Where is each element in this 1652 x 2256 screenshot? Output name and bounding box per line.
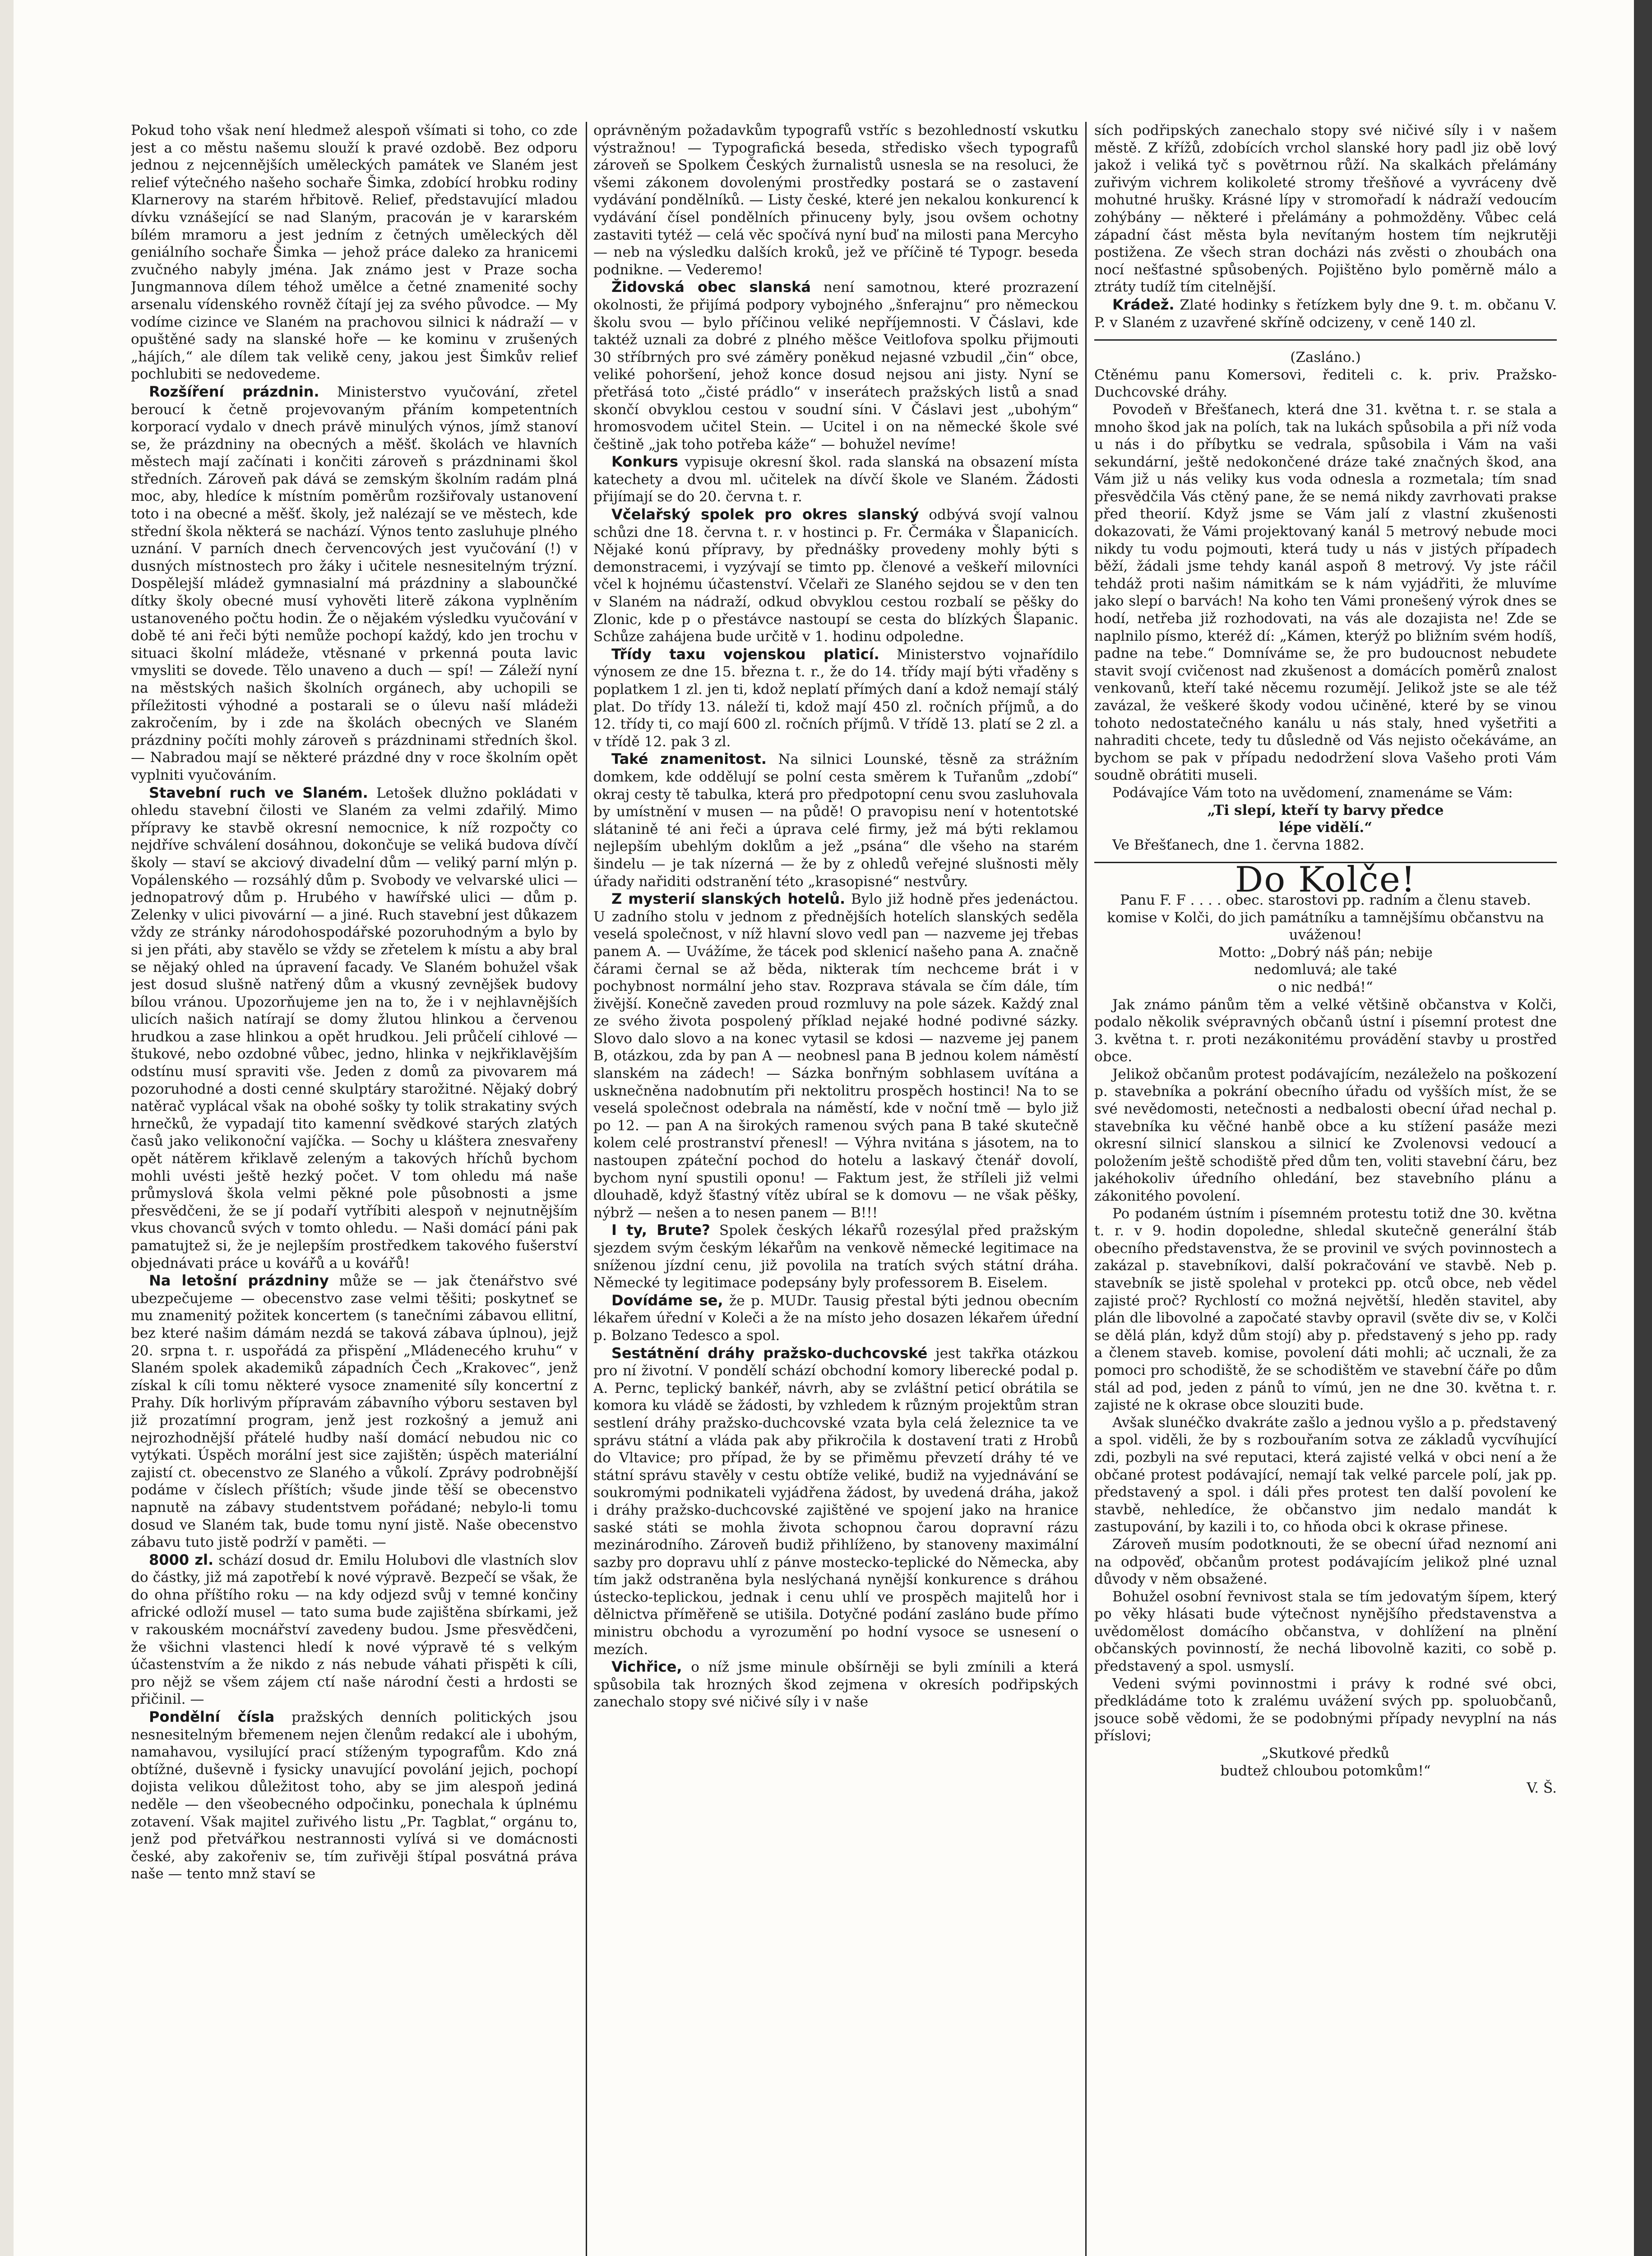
motto-line-1: Motto: „Dobrý náš pán; nebije	[1218, 944, 1433, 961]
headline-storm: Vichřice,	[611, 1658, 682, 1676]
column-3	[1094, 122, 1557, 2256]
letter-closing: Podávajíce Vám toto na uvědomení, znamenáme se Vám:	[1112, 784, 1513, 801]
column-1	[131, 122, 578, 2256]
article-we-learn	[593, 1292, 1078, 1345]
article-holidays	[131, 383, 578, 784]
article-8000	[131, 1551, 578, 1708]
column-divider-2	[1085, 122, 1087, 2256]
article-monument: Pokud toho však není hledmež alespoň všímati si toho, co zde jest a co městu našemu slouží k pravé ozdobě. Bez odporu jednou z nejcennějších uměleckých památek ve Slaném jest relief výtečného našeho sochaře Šimka, zdobící hrobku rodiny Klarnerovy na starém hřbitově. Relief, představující mladou dívku vznášející se nad Slaným, pracován je v kararském bílém mramoru a jest jedním z četných uměleckých děl geniálního sochaře Šimka — jehož práce daleko za hranicemi zvučného nabyly jména. Jak známo jest v Praze socha Jungmannova dílem téhož umělce a četné znamenité sochy arsenalu vídenského rovněž čítají jej za svého původce. — My vodíme cizince ve Slaném na prachovou silnici k nádraží — v opuštěné sady na slanské hoře — ke kominu v zrušených „hájích,“ ale dílem tak velikě ceny, jakou jest Šimkův relief pochlubiti se nedovedeme.	[131, 122, 578, 383]
article-hotels	[593, 890, 1078, 1221]
headline-monday-issues: Pondělní čísla	[149, 1708, 275, 1726]
headline-konkurs: Konkurs	[611, 453, 678, 471]
scan-margin-right	[1634, 0, 1652, 2256]
article-storm-continued: sích podřipských zanechalo stopy své ničivé síly i v našem městě. Z křížů, zdobících vrchol slanské hory padl jiz obě lový jakož i veliká tyč s povětrnou růží. Na skalkách přelámány zuřivým vichrem kolikoleté stromy třešňové a vyvráceny dvě mohutné hrušky. Krásné lípy v stromořadí k nádraží vedoucím zohýbány — některé i přelámány a pohmožděny. Vůbec celá západní část města byla nevítaným hostem tím nejkrutěji postižena. Ze všech stran docházi nás zvěsti o zhoubách ona nocí nešťastné spůsobených. Pojištěno bylo poměrně málo a ztráty tudíž tím citelnější.	[1094, 122, 1557, 296]
kolce-paragraph-3: Po podaném ústním i písemném protestu totiž dne 30. května t. r. v 9. hodin dopoledne, shledal skutečně generální štáb obecního představenstva, že se provinil ve svých povinnostech a zakázal p. stavebníkovi, další pokračování ve stavbě. Neb p. stavebník se jistě spolehal v protekci pp. otců obce, neb vědel zajisté proč? Rychlostí co možná největší, hleděn stavitel, aby plán dle libovolné a započaté stavby opravil (světe div se, v Kolči se dělá plán, když dům stojí) aby p. představený s jeho pp. rady a členem staveb. komise, povolení dáti mohli; ač ucznali, že za pomoci pro schodiště, že se schodištěm ve stavební čáře po dům stál ad pod, jeden z pánů to vímú, jen ne dne 30. května t. r. zajisté ne k okrase obce slouziti bude.	[1094, 1205, 1557, 1414]
article-brute-text: Spolek českých lékařů rozesýlal před pražským sjezdem svým českým lékařům na venkově německé legitimace na sníženou jízdní cenu, již povolila na tratích svých státní dráha. Německé ty legitimace podepsány byly professorem B. Eiselem.	[593, 1222, 1078, 1291]
kolce-paragraph-6: Bohužel osobní řevnivost stala se tím jedovatým šípem, který po věky hlásati bude výtečnost nynějšího představenstva a uvědomělost domácího občanstva, v dohlížení na plnění občanských povinností, že nechá libovolně kaziti, co sobě p. představený a spol. usmyslí.	[1094, 1588, 1557, 1675]
article-summer-holidays-text: může se — jak čtenářstvo své ubezpečujeme — obecenstvo zase velmi těšiti; poskytneť se mu znamenitý požitek koncertem (s tanečními zábavou ellitní, bez které našim dámám nezdá se taková zábava úplnou), jejž 20. srpna t. r. uspořádá za přispění „Mládenecého kruhu“ v Slaném spolek akademiků západních Čech „Krakovec“, jenž získal k cíli tomu některé vysoce znamenité síly koncertní z Prahy. Dík horlivým přípravám zábavního výboru sestaven byl již prozatímní program, jenž jest rozkošný a jemuž ani nejrozhodnější přátelé hudby naší domácí nebudou nic co vytýkati. Úspěch morální jest sice zajištěn; úspěch materiální zajistí ct. obecenstvo ze Slaného a vůkolí. Zprávy podrobnější podáme v číslech příštích; všude jinde těší se obecenstvo napnutě na zábavy studentstvem pořádané; nebylo-li tomu dosud ve Slaném tak, bude tomu nyní jistě. Naše obecenstvo zábavu tuto jistě podrží v paměti. —	[131, 1273, 578, 1551]
article-summer-holidays	[131, 1272, 578, 1551]
newspaper-page	[131, 122, 1557, 2256]
kolce-quote-line-2: budtež chloubou potomkům!“	[1220, 1762, 1431, 1779]
signature: V. Š.	[1527, 1780, 1557, 1797]
headline-summer-holidays: Na letošní prázdniny	[149, 1272, 329, 1290]
article-konkurs-text: vypisuje okresní škol. rada slanská na obsazení místa katechety a dvou ml. učitelek na dívčí škole ve Slaném. Žádosti přijímají se do 20. června t. r.	[593, 454, 1078, 505]
section-divider	[1094, 339, 1557, 341]
letter-dateline: Ve Břešťanech, dne 1. června 1882.	[1112, 837, 1365, 853]
article-hotels-text: Bylo již hodně přes jedenáctou. U zadního stolu v jednom z přednějších hotelích slanských seděla veselá společnost, v níž hlavní slovo vedl pan — nazveme jej třebas panem A. — Uvážíme, že tácek pod sklenicí našeho pana A. značně čárami černal se až běda, nikterak tím nechceme brát i v pochybnost normální jeho stav. Rozprava stávala se čím dále, tím živější. Konečně zaveden proud rozmluvy na pole sázek. Každý znal ze svého života pospolený příklad nejaké hodné podivné sázky. Slovo dalo slovo a na konec vytasil se kdosi — nazveme jej panem B, otázkou, zda by pan A — neobnesl pana B jednou kolem náměstí slanském na zádech! — Sázka bonřným sobhlasem uvítána a usknečněna nadobnutím při nektolitru prospěch hostinci! Na to se veselá společnost odebrala na náměstí, kde v noční tmě — bylo již po 12. — pan A na širokých ramenou svých pana B také skutečně kolem celé prostranství přenesl! — Výhra nvitána s jásotem, na to nastoupen zpáteční pochod do hotelu a laskavý čtenář dovolí, bychom nyní spustili oponu! — Faktum jest, že stříleli již velmi dlouhadě, když šťastný vítěz ubíral se k domovu — ne však pěšky, nýbrž — nešen a to nesen panem — B!!!	[593, 891, 1078, 1221]
column-divider-1	[586, 122, 587, 2256]
article-theft-text: Zlaté hodinky s řetízkem byly dne 9. t. m. občanu V. P. v Slaném z uzavřené skříně odcizeny, v ceně 140 zl.	[1094, 296, 1557, 331]
zaslano-label: (Zasláno.)	[1290, 349, 1361, 366]
headline-brute: I ty, Brute?	[611, 1221, 710, 1239]
article-construction	[131, 784, 578, 1272]
article-curiosity-text: Na silnici Lounské, těsně za strážním domkem, kde oddělují se polní cesta směrem k Tuřanům „zdobí“ okraj cesty tě tabulka, která pro předpotopní cenu svou zasluhovala by umístnění v musen — na půdě! O pravopisu není v hotentotské slátanině té ani řeči a úprava celé firmy, jež má býti reklamou nejlepším ubehlým doklům a jež „psána“ dle všeho na starém šindelu — je tak nízerná — že by z ohledů veřejné slušnosti měly úřady nařiditi odstranění této „krasopisné“ nestvůry.	[593, 751, 1078, 890]
article-monday-issues	[131, 1708, 578, 1883]
article-military-tax	[593, 646, 1078, 751]
article-curiosity	[593, 750, 1078, 890]
letter-quote-line-2: lépe vidělí.“	[1278, 819, 1373, 836]
headline-beekeepers: Včelařský spolek pro okres slanský	[611, 506, 919, 523]
article-railway-text: jest takřka otázkou pro ní životní. V pondělí schází obchodní komory liberecké podal p. A. Pernc, teplický bankéř, návrh, aby se zvláštní peticí obrátila se komora ku vládě se žádosti, by vzhledem k různým projektům stran sestlení dráhy pražsko-duchcovské vzata byla celá železnice ta ve správu státní a vláda pak aby přikročila k dostavení trati z Hrobů do Vltavice; pro případ, že by se přiměmu převzetí dráhy té ve státní správu stavěly v cestu obtíže veliké, budiž na vyjednávání se soukromými podnikateli vyjádřena žádost, by uvedená dráha, jakož i dráhy pražsko-duchcovské zajištěné ve spojení jako na hranice saské státi se mohla života schopnou čarou dopravní rázu mezinárodního. Zároveň budiž přihlíženo, by stanoveny maximální sazby pro dopravu uhlí z pánve mostecko-teplické do Německa, aby tím jakž odstraněna byla neslýchaná nynější konkurence s dráhou ústecko-teplickou, jednak i cenu uhlí ve prospěch majitelů hor i dělnictva příměřeně se utišila. Dotyčné podání zasláno bude přímo ministru obchodu a vyrozumění po hodní vysoce se usnesení o mezích.	[593, 1345, 1078, 1658]
kolce-paragraph-4: Avšak slunéčko dvakráte zašlo a jednou vyšlo a p. představený a spol. viděli, že by s rozbouřaním sotva ze základů vycvíhující zdi, pozbyli na své reputaci, která zajisté velká v obci není a že občané protest podávající, nemají tak velké parcele polí, jak pp. představený a spol. i dáli přes protest ten další povolení ke stavbě, nehledíce, že občanstvo jim nedalo mandát k zastupování, by kazili i to, co hňoda obci k okrase přinese.	[1094, 1414, 1557, 1535]
article-jewish-community-text: není samotnou, které prozrazení okolnosti, že přijímá podpory vybojného „šnferajnu“ pro německou školu svou — bylo příčinou veliké nepříjemnosti. V Čáslavi, kde taktéž uznali za dobré z plného měšce Veitlofova spolku přijmouti 30 stříbrných pro své záměry poněkud nejasné vzbudil „čin“ obce, veliké pohoršení, jehož konce dosud nejsou ani jisty. Nyní se přetřásá toto „čisté prádlo“ v inserátech pražských listů a snad skončí obvyklou cestou v soudní síni. V Čáslavi jest „ubohým“ hromosvodem učitel Stein. — Ucitel i on na německé škole své češtině „jak toho potřeba káže“ — bohužel nevíme!	[593, 279, 1078, 453]
headline-hotels: Z mysterií slanských hotelů.	[611, 890, 846, 908]
article-beekeepers-text: odbývá svojí valnou schůzi dne 18. června t. r. v hostinci p. Fr. Čermáka v Šlapanicích. Nějaké konú přípravy, by přednášky provedeny mohly býti s demonstracemi, i vyzývají se timto pp. členové a veškeří milovníci včel k hojnému účastenství. Včelaři ze Slaného sejdou se v den ten v Slaném na nádraží, odkud obvyklou cestou rozbalí se pěšky do Zlonic, kde p o přestávce nastoupí se cesta do blízkých Šlapanic. Schůze zahájena bude určitě v 1. hodinu odpoledne.	[593, 507, 1078, 645]
article-storm-text: o níž jsme minule obšírněji se byli zmínili a která spůsobila tak hrozných škod zejmena v okresích podřipských zanechalo stopy své ničivé síly i v naše	[593, 1659, 1078, 1710]
kolce-address: Panu F. F . . . . obec. starostovi pp. radním a členu staveb. komise v Kolči, do jich památníku a tamnějšímu občanstvu na uváženou!	[1107, 892, 1544, 943]
motto-line-3: o nic nedbá!“	[1278, 979, 1373, 995]
column-2	[593, 122, 1078, 2256]
article-8000-text: schází dosud dr. Emilu Holubovi dle vlastních slov do částky, již má zapotřebí k nové výpravě. Bezpečí se však, že do ohna příštího roku — na kdy odjezd svůj v temné končiny africké odloží musel — tato suma bude zajištěna sbírkami, jež v rakouském mocnářství zavedeny budou. Jsme přesvědčeni, že všichni vlastenci hledí k nové výpravě té s velkým účastenstvím a že nikdo z nás nebude váhati přispěti k cíli, pro nějž se všem zájem ctí naše národní česti a hrdosti se přičinil. —	[131, 1552, 578, 1708]
headline-railway: Sestátnění dráhy pražsko-duchcovské	[611, 1344, 928, 1362]
headline-do-kolce: Do Kolče!	[1235, 860, 1416, 901]
article-holidays-text: Ministerstvo vyučování, zřetel beroucí k četně projevovaným přáním kompetentních korporací vydalo v dnech právě minulých výnos, jímž stanoví se, že prázdniny na obecných a měšť. školách ve hlavních městech mají začínati i končiti zároveň s prázdninami škol středních. Zároveň pak dává se zemským školním radám plná moc, aby, hledíce k místním poměrům rozšiřovaly ustanovení toto i na obecné a měšť. školy, jež nalézají se ve městech, kde střední škola některá se nachází. Výnos tento zasluhuje plného uznání. V parních dnech červencových jest vyučování (!) v dusných místnostech pro žáky i učitele nesnesitelným trýzní. Dospělejší mládež gymnasialní má prázdniny a slabounčké dítky školy obecné musí vyhověti literě zákona vyplněním ustanoveného počtu hodin. Že o nějakém výsledku vyučování v době té ani řeči býti nemůže pochopí každý, kdo jen trochu v situaci školní mládeže, vtěsnané v prkenná pouta lavic vmysliti se dovede. Tělo unaveno a duch — spí! — Záleží nyní na městských našich školních orgánech, aby uchopili se příležitosti výhodné a postarali se o úlevu naší mládeži zakročením, by i zde na školách obecných ve Slaném prázdniny počíti mohly zároveň s prázdninami středních škol. — Nabradou mají se některé prázdné dny v roce školním opět vyplniti vyučováním.	[131, 384, 578, 783]
article-railway	[593, 1345, 1078, 1659]
headline-we-learn: Dovídáme se,	[611, 1291, 723, 1309]
article-storm	[593, 1658, 1078, 1711]
headline-military-tax: Třídy taxu vojenskou platicí.	[611, 645, 879, 663]
headline-jewish-community: Židovská obec slanská	[611, 278, 811, 296]
headline-curiosity: Také znamenitost.	[611, 750, 767, 768]
letter-body: Povodeň v Břešťanech, která dne 31. května t. r. se stala a mnoho škod jak na polích, tak na lukách spůsobila a při níž voda u nás i do příbytku se vedrala, spůsobila i Vám na vaši sekundární, ještě nedokončené dráze také značných škod, ana Vám již u nás veliky kus voda odnesla a rozmetala; tím snad přesvědčila Vás ctěný pane, že se nemá nikdy zavrhovati prakse před theorií. Když jsme se Vám jalí z vlastní zkušenosti dokazovati, že Vámi projektovaný kanál 5 metrový nebude moci nikdy tu vodu pojmouti, která tudy u nás v jistých případech běží, žádali jsme tehdy kanál aspoň 8 metrový. Vy jste ráčil tehdáž proti našim námitkám se k nám vyjádřiti, že mluvíme jako slepí o barvách! Na koho ten Vámi pronešený výrok dnes se hodí, netřeba již rozhodovati, na vás ale dozajista ne! Zde se naplnilo písmo, kteréž dí: „Kámen, kterýž po bližním svém hodíš, padne na tebe.“ Domníváme se, že pro budoucnost nebudete stavit svojí cvičenost nad zkušenost a domácích poměrů znalost venkovanů, kteří také něcemu rozumějí. Jelikož jste se ale též zavázal, že veškeré škody vodou učiněné, které by se vinou tohoto nedostatečného kanálu u nás staly, hned vyšetřiti a nahraditi chcete, tedy tu důsledně od Vás nejisto očekáváme, an bychom se pak v případu nedodržení slova Vašeho proti Vám soudně obrátiti museli.	[1094, 401, 1557, 784]
letter-quote-line-1: „Ti slepí, kteří ty barvy předce	[1207, 802, 1444, 818]
article-brute	[593, 1221, 1078, 1291]
kolce-paragraph-2: Jelikož občanům protest podávajícím, nezáleželo na poškození p. stavebníka a pokrání obecního úřadu od vyšších míst, že se své nevědomosti, netečnosti a nedbalosti obecní úřad nechal p. stavebníka ku věčné hanbě obce a ku stížení pasáže mezi okresní silnicí slanskou a silnicí ke Zvolenovsi vedoucí a položením ještě schodiště před dům ten, voliti stavební čáru, bez jakéhokoliv úředního ohledání, bez stavebního plánu a zákonitého povolení.	[1094, 1066, 1557, 1205]
letter-salutation: Ctěnému panu Komersovi, řediteli c. k. priv. Pražsko-Duchcovské dráhy.	[1094, 366, 1557, 401]
article-construction-text: Letošek dlužno pokládati v ohledu stavební čilosti ve Slaném za velmi zdařilý. Mimo přípravy ke stavbě okresní nemocnice, k níž rozpočty co nejdříve schválení dosáhnou, dokončuje se veliká budova dívčí školy — staví se akciový divadelní dům — veliký parní mlýn p. Vopálenského — rozsáhlý dům p. Svobody ve velvarské ulici — jednopatrový dům p. Hrubého v hawířské ulici — dům p. Zelenky v ulici pivovární — a jiné. Ruch stavební jest důkazem vždy ze stránky národohospodářské pozoruhodným a bylo by si jen přáti, aby stavělo se vždy se zřetelem k místu a aby bral se nějaký ohled na úpravení facady. Ve Slaném bohužel však jest dosud slušně natřený dům a vkusný zevnějšek budovy bílou vránou. Upozorňujeme jen na to, že i v nejhlavnějších ulicích našich natírají se domy žlutou hlinkou a červenou hrudkou a zase hlinkou a opět hrudkou. Jeli průčelí cihlové — štukové, nebo ozdobné vůbec, jedno, hlinka v nejkřiklavějším odstínu musí spraviti vše. Jeden z domů za pivovarem má pozoruhodné a dosti cenné skulptáry starožitné. Nějaký dobrý natěrač vyplácal však na obohé sošky ty tolik strakatiny svých hrnečků, že vypadají tito kamenní svědkové starých zlatých časů jako velikonoční vajíčka. — Sochy u kláštera znesvařeny opět nátěrem křiklavě zeleným a takových hříchů bychom mohli uvésti ještě hezký počet. V tom ohledu má naše průmyslová škola velmi pěkné pole působnosti a jsme přesvědčeni, že se jí podaří vytříbiti alespoň v nejnutnějším vkus chovanců svých v tomto ohledu. — Naši domácí páni pak pamatujtež si, že je nejlepším prostředkem takového fušerství objednávati práce u kovářů a u kovářů!	[131, 785, 578, 1271]
headline-theft: Krádež.	[1112, 296, 1175, 313]
headline-construction: Stavební ruch ve Slaném.	[149, 784, 368, 801]
article-konkurs	[593, 453, 1078, 506]
scan-margin-left	[0, 0, 14, 2256]
kolce-quote-line-1: „Skutkové předků	[1261, 1745, 1390, 1762]
kolce-paragraph-1: Jak známo pánům těm a velké většině občanstva v Kolči, podalo několik svépravných občanů ústní i písemní protest dne 3. května t. r. proti nezákonitému provádění stavby u prostřed obce.	[1094, 996, 1557, 1065]
article-theft	[1094, 296, 1557, 331]
article-jewish-community	[593, 278, 1078, 453]
article-monday-issues-text: pražských denních politických jsou nesnesitelným břemenem nejen členům redakcí ale i ubohým, namahavou, vysilující prací stíženým typografům. Kdo zná obtížné, duševně i fysicky unavující povolání jejich, pochopí dojista velikou důležitost toho, aby se jim alespoň jediná neděle — den všeobecného odpočinku, ponechala k úplnému zotavení. Však majitel zuřivého listu „Pr. Tagblat,“ orgánu to, jenž pod přetvářkou nestrannosti vylívá si ve domácnosti české, aby zakořeniv se, tím zuřivěji štípal posvátná práva naše — tento mnž staví se	[131, 1709, 578, 1882]
article-typographers: oprávněným požadavkům typografů vstříc s bezohledností vskutku výstražnou! — Typografická beseda, středisko všech typografů zároveň se Spolkem Českých žurnalistů usnesla se na resoluci, že všemi zákonem dovolenými prostředky postará se o zastavení vydávání pondělníků. — Listy české, které jen nekalou konkurencí k vydávání čísel pondělních přinuceny byly, jsou ovšem ochotny zastaviti tytéž — celá věc spočívá nyní buď na milosti pana Mercyho — neb na výsledku dalších kroků, jež ve příčině té Typogr. beseda podnikne. — Vederemo!	[593, 122, 1078, 278]
motto-line-2: nedomluvá; ale také	[1254, 962, 1397, 978]
article-beekeepers	[593, 506, 1078, 646]
article-we-learn-text: že p. MUDr. Tausig přestal býti jednou obecním lékařem úřední v Koleči a že na místo jeho dosazen lékařem úřední p. Bolzano Tedesco a spol.	[593, 1292, 1078, 1344]
headline-holidays: Rozšíření prázdnin.	[149, 383, 319, 400]
kolce-paragraph-5: Zároveň musím podotknouti, že se obecní úřad neznomí ani na odpověď, občanům protest podávajícím jelikož plné uznal důvody v něm obsažené.	[1094, 1536, 1557, 1588]
article-military-tax-text: Ministerstvo vojnařídilo výnosem ze dne 15. března t. r., že do 14. třídy mají býti vřaděny s poplatkem 1 zl. jen ti, kdož neplatí přímých daní a kdož nemají stálý plat. Do třídy 13. náleží ti, kdož mají 450 zl. ročních příjmů, a do 12. třídy ti, co mají 600 zl. ročních příjmů. V třídě 13. platí se 2 zl. a v třídě 12. pak 3 zl.	[593, 646, 1078, 750]
kolce-paragraph-7: Vedeni svými povinnostmi i právy k rodné své obci, předkládáme toto k zralému uvážení svých pp. spoluobčanů, jsouce sobě vědomi, že se podobnými případy nevyplní na nás příslovi;	[1094, 1675, 1557, 1744]
headline-8000: 8000 zl.	[149, 1551, 214, 1568]
